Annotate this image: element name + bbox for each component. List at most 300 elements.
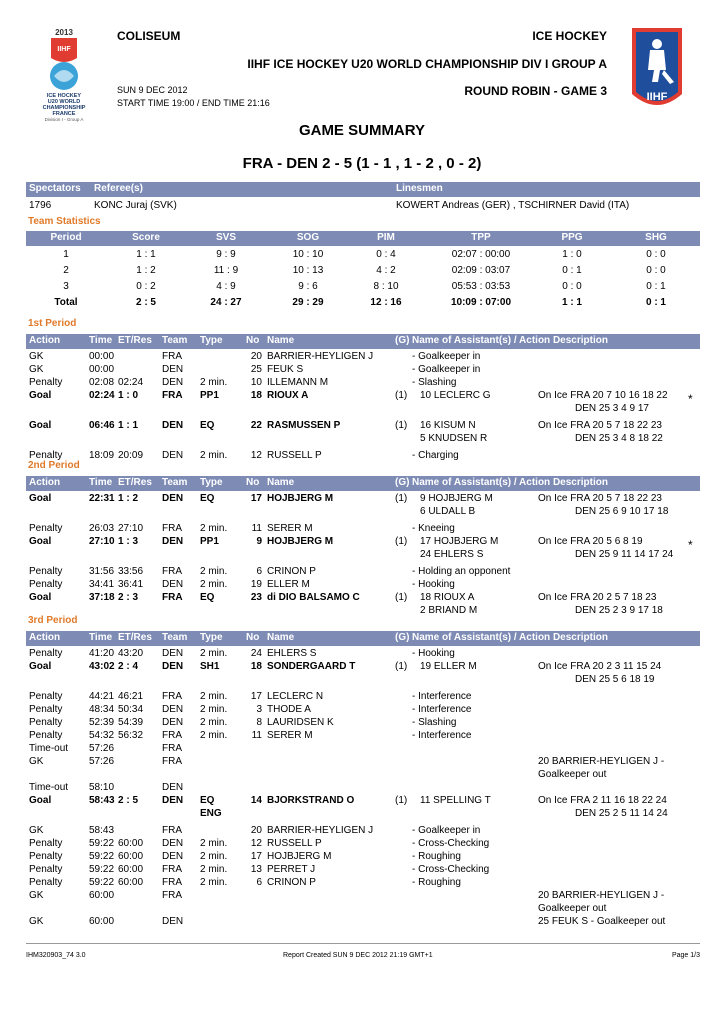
- event-row-continued: [26, 902, 700, 915]
- res-cell: 20:09: [118, 450, 144, 461]
- type-cell: PP1: [200, 536, 219, 547]
- event-row-continued: [26, 604, 700, 617]
- desc-cell: - Interference: [412, 704, 472, 715]
- stats-col-header: SHG: [645, 232, 667, 243]
- event-row: [26, 376, 700, 389]
- team-cell: FRA: [162, 756, 182, 767]
- action-col-header: Name: [267, 335, 295, 346]
- desc-cell: - Roughing: [412, 851, 461, 862]
- res-cell: 50:34: [118, 704, 144, 715]
- g-cell: (1): [395, 493, 408, 504]
- name-cell: HOJBJERG M: [267, 536, 334, 547]
- action-cell: Penalty: [29, 877, 63, 888]
- res-cell: 43:20: [118, 648, 144, 659]
- action-cell: Penalty: [29, 377, 63, 388]
- stats-cell: 29 : 29: [292, 297, 324, 308]
- desc-cell: - Interference: [412, 730, 472, 741]
- desc-cell: - Charging: [412, 450, 459, 461]
- no-cell: 10: [250, 377, 262, 388]
- type-cell: SH1: [200, 661, 220, 672]
- no-cell: 20: [250, 825, 262, 836]
- stats-cell: 4 : 9: [216, 281, 236, 292]
- action-col-header: Name of Assistant(s) / Action Description: [412, 477, 608, 488]
- action-col-header: Action: [29, 632, 61, 643]
- no-cell: 17: [250, 691, 262, 702]
- action-col-header: No: [246, 335, 260, 346]
- stats-cell: 9 : 6: [298, 281, 318, 292]
- stats-total-row: [26, 296, 700, 309]
- action-col-header: Name: [267, 632, 295, 643]
- team-cell: FRA: [162, 730, 182, 741]
- action-cell: Goal: [29, 592, 52, 603]
- desc-cell: 5 KNUDSEN R: [420, 433, 488, 444]
- on-ice-cell: On Ice FRA 20 2 5 7 18 23: [538, 592, 657, 603]
- action-col-header: Time: [89, 632, 113, 643]
- on-ice-cell: On Ice FRA 20 7 10 16 18 22: [538, 390, 668, 401]
- stats-col-header: Score: [132, 232, 160, 243]
- on-ice-cell: On Ice FRA 20 2 3 11 15 24: [538, 661, 662, 672]
- goal-row: [26, 535, 700, 552]
- res-cell: 2 : 4: [118, 661, 139, 672]
- on-ice-cell: On Ice FRA 20 5 7 18 22 23: [538, 493, 662, 504]
- no-cell: 20: [250, 351, 262, 362]
- desc-cell: - Hooking: [412, 579, 455, 590]
- name-cell: ELLER M: [267, 579, 310, 590]
- stats-cell: 10 : 10: [292, 249, 324, 260]
- action-cell: Penalty: [29, 450, 63, 461]
- action-col-header: Action: [29, 335, 61, 346]
- no-cell: 6: [256, 877, 262, 888]
- res-cell: 2 : 5: [118, 795, 139, 806]
- stats-cell: 0 : 0: [646, 249, 666, 260]
- res-cell: 33:56: [118, 566, 144, 577]
- event-row: [26, 742, 700, 755]
- action-col-header: ET/Res: [118, 335, 152, 346]
- stats-cell: 3: [63, 281, 69, 292]
- name-cell: FEUK S: [267, 364, 304, 375]
- stats-cell: 2: [63, 265, 69, 276]
- team-cell: FRA: [162, 351, 182, 362]
- on-ice-cell: 20 BARRIER-HEYLIGEN J -: [538, 890, 665, 901]
- action-col-header: No: [246, 477, 260, 488]
- time-cell: 44:21: [89, 691, 115, 702]
- action-cell: Goal: [29, 493, 52, 504]
- action-header: [26, 334, 700, 349]
- team-cell: DEN: [162, 838, 184, 849]
- team-cell: FRA: [162, 566, 182, 577]
- logo-line-3: CHAMPIONSHIP: [42, 105, 86, 111]
- event-row: [26, 690, 700, 703]
- action-cell: Time-out: [29, 782, 69, 793]
- no-cell: 11: [251, 730, 262, 741]
- time-cell: 48:34: [89, 704, 115, 715]
- action-col-header: Type: [200, 477, 223, 488]
- type-cell: 2 min.: [200, 377, 228, 388]
- no-cell: 14: [250, 795, 262, 806]
- team-cell: FRA: [162, 864, 182, 875]
- stats-cell: 0 : 1: [562, 265, 582, 276]
- stats-cell: 02:07 : 00:00: [451, 249, 511, 260]
- name-cell: HOJBJERG M: [267, 851, 332, 862]
- event-row: [26, 876, 700, 889]
- goal-row: [26, 660, 700, 673]
- name-cell: SERER M: [267, 523, 313, 534]
- time-cell: 59:22: [89, 838, 115, 849]
- goal-row: [26, 591, 700, 604]
- period-label: 3rd Period: [28, 615, 78, 626]
- action-cell: Penalty: [29, 730, 63, 741]
- name-cell: BARRIER-HEYLIGEN J: [267, 825, 374, 836]
- time-cell: 57:26: [89, 756, 115, 767]
- desc-cell: - Cross-Checking: [412, 838, 490, 849]
- report-created: Report Created SUN 9 DEC 2012 21:19 GMT+1: [283, 952, 433, 959]
- team-cell: DEN: [162, 364, 184, 375]
- on-ice-cell: DEN 25 6 9 10 17 18: [575, 506, 669, 517]
- team-cell: FRA: [162, 691, 182, 702]
- action-col-header: Name of Assistant(s) / Action Description: [412, 335, 608, 346]
- on-ice-cell: DEN 25 3 4 8 18 22: [575, 433, 663, 444]
- desc-cell: - Holding an opponent: [412, 566, 511, 577]
- time-cell: 26:03: [89, 523, 115, 534]
- desc-cell: 2 BRIAND M: [420, 605, 478, 616]
- time-cell: 60:00: [89, 890, 115, 901]
- team-cell: FRA: [162, 877, 182, 888]
- stats-cell: 05:53 : 03:53: [451, 281, 511, 292]
- type-cell: 2 min.: [200, 450, 228, 461]
- event-row-continued: [26, 673, 700, 686]
- event-row: [26, 915, 700, 928]
- desc-cell: 9 HOJBJERG M: [420, 493, 493, 504]
- team-cell: FRA: [162, 890, 182, 901]
- on-ice-cell: On Ice FRA 20 5 6 8 19: [538, 536, 643, 547]
- stats-cell: 1 : 2: [136, 265, 156, 276]
- event-row: [26, 578, 700, 591]
- event-row-continued: [26, 548, 700, 561]
- team-cell: DEN: [162, 377, 184, 388]
- desc-cell: 24 EHLERS S: [420, 549, 484, 560]
- desc-cell: - Slashing: [412, 717, 457, 728]
- referees-label: Referee(s): [94, 183, 143, 194]
- desc-cell: - Goalkeeper in: [412, 351, 481, 362]
- type-cell: EQ: [200, 592, 215, 603]
- stats-row: [26, 280, 700, 293]
- event-row-continued: [26, 402, 700, 415]
- type-cell: 2 min.: [200, 704, 228, 715]
- action-cell: Goal: [29, 390, 52, 401]
- res-cell: 1 : 0: [118, 390, 139, 401]
- no-cell: 18: [250, 390, 262, 401]
- stats-cell: 0 : 1: [646, 281, 666, 292]
- stats-cell: 0 : 1: [645, 297, 666, 308]
- event-row: [26, 716, 700, 729]
- name-cell: CRINON P: [267, 877, 316, 888]
- event-row: [26, 703, 700, 716]
- name-cell: PERRET J: [267, 864, 316, 875]
- on-ice-cell: DEN 25 9 11 14 17 24: [575, 549, 674, 560]
- g-cell: (1): [395, 592, 408, 603]
- stats-col-header: TPP: [471, 232, 491, 243]
- officials-row: [26, 199, 700, 212]
- on-ice-cell: Goalkeeper out: [538, 903, 607, 914]
- name-cell: THODE A: [267, 704, 311, 715]
- stats-cell: 24 : 27: [210, 297, 242, 308]
- no-cell: 8: [256, 717, 262, 728]
- team-cell: FRA: [162, 825, 182, 836]
- time-cell: 43:02: [89, 661, 115, 672]
- logo-line-5: Division I - Group A: [44, 117, 84, 122]
- time-cell: 31:56: [89, 566, 115, 577]
- action-cell: Goal: [29, 661, 52, 672]
- linesmen-value: KOWERT Andreas (GER) , TSCHIRNER David (ITA): [396, 200, 630, 211]
- type-cell: 2 min.: [200, 864, 228, 875]
- action-cell: Penalty: [29, 864, 63, 875]
- logo-right-text: IIHF: [646, 91, 668, 103]
- name-cell: ILLEMANN M: [267, 377, 329, 388]
- stats-cell: 9 : 9: [216, 249, 236, 260]
- time-cell: 58:43: [89, 795, 115, 806]
- time-cell: 00:00: [89, 351, 115, 362]
- event-row: [26, 755, 700, 768]
- goal-row: [26, 492, 700, 505]
- desc-cell: - Cross-Checking: [412, 864, 490, 875]
- stats-cell: 0 : 0: [562, 281, 582, 292]
- name-cell: RASMUSSEN P: [267, 420, 341, 431]
- score-line: FRA - DEN 2 - 5 (1 - 1 , 1 - 2 , 0 - 2): [242, 155, 482, 172]
- event-row-continued: [26, 432, 700, 445]
- res-cell: 36:41: [118, 579, 144, 590]
- name-cell: CRINON P: [267, 566, 316, 577]
- action-cell: GK: [29, 825, 44, 836]
- g-cell: (1): [395, 536, 408, 547]
- type-cell: ENG: [200, 808, 222, 819]
- desc-cell: - Slashing: [412, 377, 457, 388]
- goal-row: [26, 419, 700, 432]
- time-cell: 52:39: [89, 717, 115, 728]
- time-cell: 00:00: [89, 364, 115, 375]
- action-col-header: (G): [395, 335, 410, 346]
- on-ice-cell: 20 BARRIER-HEYLIGEN J -: [538, 756, 665, 767]
- action-col-header: Type: [200, 335, 223, 346]
- iihf-logo: [630, 26, 684, 118]
- name-cell: RUSSELL P: [267, 838, 322, 849]
- action-cell: Goal: [29, 420, 52, 431]
- time-cell: 59:22: [89, 877, 115, 888]
- action-col-header: ET/Res: [118, 632, 152, 643]
- type-cell: PP1: [200, 390, 219, 401]
- time-cell: 37:18: [89, 592, 115, 603]
- g-cell: (1): [395, 390, 408, 401]
- team-cell: DEN: [162, 579, 184, 590]
- time-cell: 06:46: [89, 420, 115, 431]
- type-cell: 2 min.: [200, 851, 228, 862]
- g-cell: (1): [395, 795, 408, 806]
- stats-col-header: PIM: [377, 232, 395, 243]
- action-cell: Penalty: [29, 566, 63, 577]
- linesmen-label: Linesmen: [396, 183, 443, 194]
- action-cell: Penalty: [29, 648, 63, 659]
- team-cell: DEN: [162, 661, 184, 672]
- type-cell: EQ: [200, 420, 215, 431]
- time-cell: 57:26: [89, 743, 115, 754]
- desc-cell: - Roughing: [412, 877, 461, 888]
- no-cell: 9: [256, 536, 262, 547]
- action-col-header: Name of Assistant(s) / Action Description: [412, 632, 608, 643]
- team-stats-label: Team Statistics: [28, 216, 101, 227]
- round-label: ROUND ROBIN - GAME 3: [464, 84, 607, 98]
- action-header: [26, 631, 700, 646]
- stats-row: [26, 264, 700, 277]
- res-cell: 60:00: [118, 838, 144, 849]
- g-cell: (1): [395, 661, 408, 672]
- action-col-header: Action: [29, 477, 61, 488]
- res-cell: 27:10: [118, 523, 144, 534]
- team-cell: DEN: [162, 536, 184, 547]
- no-cell: 23: [250, 592, 262, 603]
- res-cell: 1 : 1: [118, 420, 139, 431]
- action-col-header: Team: [162, 477, 188, 488]
- on-ice-cell: DEN 25 2 3 9 17 18: [575, 605, 663, 616]
- stats-cell: 10 : 13: [292, 265, 324, 276]
- action-cell: GK: [29, 756, 44, 767]
- event-row: [26, 729, 700, 742]
- action-col-header: Name: [267, 477, 295, 488]
- action-cell: GK: [29, 916, 44, 927]
- res-cell: 1 : 3: [118, 536, 139, 547]
- no-cell: 12: [250, 838, 262, 849]
- action-cell: Penalty: [29, 691, 63, 702]
- logo-line-2: U20 WORLD: [47, 99, 81, 105]
- team-cell: FRA: [162, 743, 182, 754]
- event-row: [26, 781, 700, 794]
- time-cell: 02:24: [89, 390, 115, 401]
- on-ice-cell: DEN 25 2 5 11 14 24: [575, 808, 668, 819]
- event-row: [26, 889, 700, 902]
- team-cell: DEN: [162, 648, 184, 659]
- team-cell: FRA: [162, 592, 183, 603]
- on-ice-cell: On Ice FRA 2 11 16 18 22 24: [538, 795, 667, 806]
- type-cell: 2 min.: [200, 730, 228, 741]
- stats-cell: 0 : 0: [646, 265, 666, 276]
- no-cell: 12: [250, 450, 262, 461]
- venue: COLISEUM: [117, 29, 181, 43]
- event-row-continued: [26, 807, 700, 820]
- stats-cell: 02:09 : 03:07: [451, 265, 511, 276]
- logo-line-4: FRANCE: [52, 111, 76, 117]
- no-cell: 6: [256, 566, 262, 577]
- time-cell: 58:10: [89, 782, 115, 793]
- res-cell: 60:00: [118, 877, 144, 888]
- time-cell: 18:09: [89, 450, 115, 461]
- stats-cell: 0 : 2: [136, 281, 156, 292]
- stats-cell: 2 : 5: [135, 297, 156, 308]
- desc-cell: 6 ULDALL B: [420, 506, 476, 517]
- event-row: [26, 824, 700, 837]
- event-row: [26, 647, 700, 660]
- desc-cell: 19 ELLER M: [420, 661, 477, 672]
- stats-cell: 0 : 4: [376, 249, 396, 260]
- res-cell: 2 : 3: [118, 592, 139, 603]
- stats-col-header: SOG: [296, 232, 320, 243]
- action-cell: Goal: [29, 536, 52, 547]
- no-cell: 17: [250, 493, 262, 504]
- referees-value: KONC Juraj (SVK): [94, 200, 177, 211]
- team-cell: DEN: [162, 916, 184, 927]
- desc-cell: - Goalkeeper in: [412, 825, 481, 836]
- res-cell: 60:00: [118, 864, 144, 875]
- time-cell: 02:08: [89, 377, 115, 388]
- name-cell: BJORKSTRAND O: [267, 795, 355, 806]
- action-cell: Penalty: [29, 579, 63, 590]
- time-cell: 27:10: [89, 536, 115, 547]
- stats-cell: 1: [63, 249, 69, 260]
- stats-row: [26, 248, 700, 261]
- type-cell: 2 min.: [200, 566, 228, 577]
- asterisk-mark: *: [688, 538, 693, 552]
- type-cell: 2 min.: [200, 523, 228, 534]
- no-cell: 18: [250, 661, 262, 672]
- stats-cell: 12 : 16: [370, 297, 402, 308]
- asterisk-mark: *: [688, 392, 693, 406]
- res-cell: 1 : 2: [118, 493, 139, 504]
- team-cell: DEN: [162, 493, 184, 504]
- action-col-header: ET/Res: [118, 477, 152, 488]
- time-cell: 60:00: [89, 916, 115, 927]
- stats-col-header: Period: [50, 232, 82, 243]
- logo-line-1: ICE HOCKEY: [46, 93, 82, 99]
- championship-title: IIHF ICE HOCKEY U20 WORLD CHAMPIONSHIP DIV I GROUP A: [247, 57, 607, 71]
- logo-year: 2013: [55, 28, 73, 37]
- action-header: [26, 476, 700, 491]
- event-row: [26, 522, 700, 535]
- action-cell: Penalty: [29, 851, 63, 862]
- desc-cell: - Kneeing: [412, 523, 455, 534]
- stats-cell: 11 : 9: [213, 265, 239, 276]
- spectators-label: Spectators: [29, 183, 81, 194]
- name-cell: di DIO BALSAMO C: [267, 592, 360, 603]
- team-cell: DEN: [162, 782, 184, 793]
- name-cell: SONDERGAARD T: [267, 661, 356, 672]
- no-cell: 22: [250, 420, 262, 431]
- type-cell: 2 min.: [200, 691, 228, 702]
- type-cell: 2 min.: [200, 877, 228, 888]
- event-row: [26, 449, 700, 462]
- type-cell: EQ: [200, 795, 215, 806]
- time-cell: 22:31: [89, 493, 115, 504]
- championship-logo: [26, 26, 102, 122]
- stats-cell: 8 : 10: [373, 281, 399, 292]
- logo-iihf: IIHF: [57, 46, 71, 53]
- name-cell: SERER M: [267, 730, 313, 741]
- action-col-header: Time: [89, 335, 113, 346]
- goal-row: [26, 794, 700, 807]
- team-cell: DEN: [162, 795, 184, 806]
- no-cell: 24: [250, 648, 262, 659]
- event-row: [26, 837, 700, 850]
- res-cell: 56:32: [118, 730, 144, 741]
- action-cell: Penalty: [29, 717, 63, 728]
- team-cell: DEN: [162, 704, 184, 715]
- time-cell: 59:22: [89, 864, 115, 875]
- res-cell: 02:24: [118, 377, 144, 388]
- on-ice-cell: 25 FEUK S - Goalkeeper out: [538, 916, 666, 927]
- on-ice-cell: On Ice FRA 20 5 7 18 22 23: [538, 420, 662, 431]
- time-cell: 54:32: [89, 730, 115, 741]
- stats-cell: 1 : 1: [561, 297, 582, 308]
- doc-id: IHM320903_74 3.0: [26, 952, 86, 959]
- team-stats-header: [26, 231, 700, 246]
- desc-cell: - Interference: [412, 691, 472, 702]
- action-cell: Penalty: [29, 523, 63, 534]
